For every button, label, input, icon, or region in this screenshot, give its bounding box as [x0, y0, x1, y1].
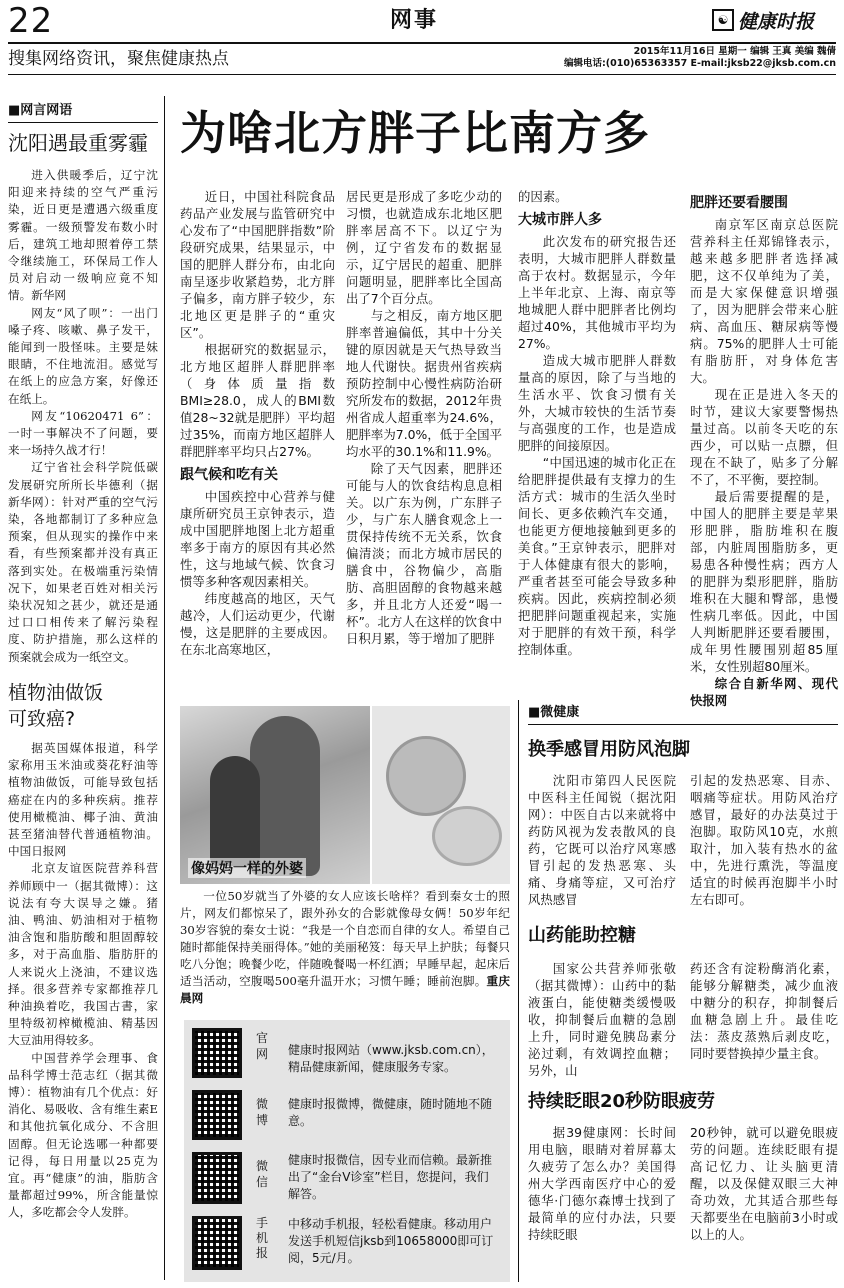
main-col1-para-1: 近日，中国社科院食品药品产业发展与监管研究中心发布了“中国肥胖指数”阶段研究成果，结果显示，中国的肥胖人群分布，由北向南呈逐步收紧趋势，北方胖子偏多，南方胖子较少，东北地区更是胖子的“重灾区”。: [180, 189, 335, 340]
wei-cold-left: 沈阳市第四人民医院中医科主任闻锐（据沈阳网）：中医自古以来就将中药防风视为发表散风的良药，它既可以治疗风寒感冒引起的发热恶寒、头痛、身痛等症，又可治疗风热感冒: [528, 773, 676, 907]
wei-cold-right: 引起的发热恶寒、目赤、咽痛等症状。用防风治疗感冒，最好的办法莫过于泡脚。取防风10克，水煎取汁，加入装有热水的盆中，先进行熏洗，等温度适宜的时候再泡脚半小时左右即可。: [690, 773, 838, 907]
qr-code-icon[interactable]: [192, 1152, 242, 1204]
photo-caption-text: 一位50岁就当了外婆的女人应该长啥样？看到秦女士的照片，网友们都惊呆了，跟外孙女的合影就像母女俩！50岁年纪30岁容貌的秦女士说：“我是一个自恋而自律的女人。希望自己随时都能保持美丽得体。”她的美丽秘笈：每天早上护肤；每餐只吃八分饱；晚餐少吃，伴随晚餐喝一杯红酒；早睡早起，起床后适当活动，空腹喝500毫升温开水；习惯午睡；睡前泡脚。: [180, 889, 510, 988]
wei-yam-right: 药还含有淀粉酶消化素，能够分解糖类，减少血液中糖分的积存，抑制餐后血糖急剧上升。最佳吃法：蒸皮蒸熟后剥皮吃，同时要替换掉少量主食。: [690, 961, 838, 1061]
main-col4-source: 综合自新华网、现代快报网: [690, 676, 838, 708]
main-col1-para-2: 根据研究的数据显示，北方地区超胖人群肥胖率（身体质量指数BMI≥28.0，成人的BMI数值28~32就是肥胖）平均超过35%，而南方地区超胖人群肥胖率平均只占27%。: [180, 342, 335, 459]
shenyang-para-2: 网友“风了呗”：一出门嗓子疼、咳嗽、鼻子发干，能闻到一股怪味。主要是妹眼睛，不住地流泪。感觉写在纸上的应急方案，好像还在纸上。: [8, 305, 158, 406]
shenyang-para-4: 辽宁省社会科学院低碳发展研究所所长毕德利（据新华网）：针对严重的空气污染，各地都制订了多种应急预案，但从现实的操作中来看，有些预案都并没有真正落到实处。在极端重污染情况下，如果老百姓对相关污染状况知之甚少，就还是通过口口相传来了解污染程度、防护措施，那么这样的预案就会成为一纸空文。: [8, 460, 158, 664]
promo-text-weixin: 健康时报微信，因专业而信赖。最新推出了“金台V诊室”栏目，您提问，我们解答。: [288, 1153, 493, 1201]
column-tag-wangyan: ■网言网语: [8, 102, 158, 123]
promo-label-website: 官网: [256, 1031, 269, 1061]
promo-label-weibo: 微博: [256, 1097, 269, 1127]
promo-text-website: 健康时报网站（www.jksb.com.cn），精品健康新闻，健康服务专家。: [288, 1043, 494, 1074]
oil-para-2: 北京友谊医院营养科营养师顾中一（据其微博）：这说法有夸大误导之嫌。猪油、鸭油、奶油相对于植物油含饱和脂肪酸和胆固醇较多，对于高血脂、脂肪肝的人来说火上浇油，不建议选择。很多营养专家都推荐几种油换着吃，我国古書，家里特级初榨橄榄油、精基因大豆油用得较多。: [8, 861, 158, 1048]
main-headline: 为啥北方胖子比南方多: [180, 106, 650, 160]
photo-figure-adult: [250, 716, 320, 876]
promo-item-mobile: [192, 1216, 502, 1278]
shenyang-para-3: 网友“10620471 6”：一时一事解决不了问题，要来一场持久战才行！: [8, 408, 158, 458]
photo-caption: [180, 888, 510, 1007]
photo-food: [372, 706, 510, 884]
main-col1-para-3: 中国疾控中心营养与健康所研究员王京钟表示，造成中国肥胖地图上北方超重率多于南方的原因有其必然性，这与地域气候、饮食习惯等多种客观因素相关。: [180, 489, 335, 589]
photo-caption-title: 像妈妈一样的外婆: [188, 858, 306, 878]
main-col4-para-1: 南京军区南京总医院营养科主任郑锦锋表示，越来越多肥胖者选择减肥，这不仅单纯为了美，而是大家保健意识增强了，因为肥胖会带来心脏病、高血压、糖尿病等慢病。75%的肥胖人士可能有脂肪肝，对身体危害大。: [690, 217, 838, 385]
wei-title-blink: 持续眨眼20秒防眼疲劳: [528, 1091, 716, 1112]
wei-title-cold: 换季感冒用防风泡脚: [528, 739, 690, 760]
wei-blink-left: 据39健康网：长时间用电脑，眼睛对着屏幕太久疲劳了怎么办？美国得州大学西南医疗中心的爱德华·门德尔森博士找到了最简单的应付办法，只要持续眨眼: [528, 1125, 676, 1242]
photo-bowl: [432, 806, 502, 866]
subhead-climate: 跟气候和吃有关: [180, 467, 278, 483]
header-date-editor: 2015年11月16日 星期一 编辑 王真 美编 魏倩: [633, 46, 836, 57]
header-slogan: 搜集网络资讯，聚焦健康热点: [8, 49, 229, 69]
main-col3-para-1: 的因素。: [518, 189, 568, 204]
main-col3-para-3: 造成大城市肥胖人群数量高的原因，除了与当地的生活水平、饮食习惯有关外，大城市较快的生活节奏与高强度的工作，也是造成肥胖的间接原因。: [518, 353, 676, 453]
page-number: 22: [8, 1, 54, 41]
main-col3-para-2: 此次发布的研究报告还表明，大城市肥胖人群数量高于农村。数据显示，今年上半年北京、上海、南京等地城肥人群中肥胖者比例均超过40%，其他城市平均为27%。: [518, 234, 676, 351]
main-col2-para-2: 与之相反，南方地区肥胖率普遍偏低，其中十分关键的原因就是天气热导致当地人代谢快。据贵州省疾病预防控制中心慢性病防治研究所发布的数据，2012年贵州省成人超重率为24.6%，肥胖率为7.0%，低于全国平均水平的30.1%和11.9%。: [346, 308, 502, 459]
wei-yam-left: 国家公共营养师张敬（据其微博）：山药中的黏液蛋白，能使糖类缓慢吸收，抑制餐后血糖的急剧上升，同时避免胰岛素分泌过剩，有效调控血糖；另外，山: [528, 961, 676, 1078]
main-col3-para-4: “中国迅速的城市化正在给肥胖提供最有支撑力的生活方式：城市的生活久坐时间长、更多依赖汽车交通，也能更方便地接触到更多的美食。”王京钟表示，肥胖对于人体健康有很大的影响，严重者甚至可能会导致多种疾病。因此，疾病控制必须把肥胖问题重视起来，实施对于肥胖的有效干预，科学控制体重。: [518, 455, 676, 657]
logo-seal-icon: ☯: [712, 9, 734, 31]
article-title-oil-1: 植物油做饭: [8, 681, 104, 704]
section-title: 网事: [390, 8, 439, 33]
article-title-oil-2: 可致癌?: [8, 707, 76, 730]
promo-item-weixin: [192, 1152, 502, 1210]
promo-item-website: [192, 1028, 502, 1086]
article-title-shenyang: 沈阳遇最重雾霾: [8, 131, 148, 155]
promo-text-weibo: 健康时报微博，微健康，随时随地不随意。: [288, 1097, 493, 1128]
subhead-waist: 肥胖还要看腰围: [690, 195, 788, 211]
subhead-big-city: 大城市胖人多: [518, 212, 602, 228]
photo-source: 重庆晨网: [180, 974, 510, 1005]
header-contact: 编辑电话:(010)65363357 E-mail:jksb22@jksb.com.cn: [563, 58, 836, 69]
main-col4-para-3: 最后需要提醒的是，中国人的肥胖主要是苹果形肥胖，脂肪堆积在腹部，内脏周围脂肪多，更易患各种慢性病；西方人的肥胖为梨形肥胖，脂肪堆积在大腿和臀部，患慢性病几率低。因此，中国人判断肥胖还要看腰围，成年男性腰围别超85厘米，女性别超80厘米。: [690, 489, 838, 674]
promo-label-weixin: 微信: [256, 1159, 269, 1189]
shenyang-para-1: 进入供暖季后，辽宁沈阳迎来持续的空气严重污染，近日更是遭遇六级重度雾霾。一级预警发布数小时后，建筑工地却照着停工禁令继续施工，环保局工作人员对启动一级响应竟不知情。新华网: [8, 168, 158, 303]
photo-figure-child: [210, 756, 260, 866]
qr-code-icon[interactable]: [192, 1216, 242, 1270]
promo-box: [184, 1020, 510, 1282]
oil-para-1: 据英国媒体报道，科学家称用玉米油或葵花籽油等植物油做饭，可能导致包括癌症在内的多种疾病。推荐使用橄榄油、椰子油、黄油甚至猪油替代普通植物油。中国日报网: [8, 740, 158, 859]
photo-plate: [386, 736, 466, 816]
photo-grandma: [180, 706, 370, 884]
main-col2-para-1: 居民更是形成了多吃少动的习惯，也就造成东北地区肥胖率居高不下。以辽宁为例，辽宁省发布的数据显示，辽宁居民的超重、肥胖问题明显，肥胖率比全国高出了7个百分点。: [346, 189, 502, 306]
promo-item-weibo: [192, 1090, 502, 1148]
logo-text: 健康时报: [738, 10, 815, 33]
main-col4-para-2: 现在正是进入冬天的时节，建议大家要警惕热量过高。以前冬天吃的东西少，可以贴一点膘，但现在不缺了，贴多了分解不了，不平衡，要控制。: [690, 387, 838, 487]
main-col1-para-4: 纬度越高的地区，天气越冷，人们运动更少，代谢慢，这是肥胖的主要成因。在东北高寒地区，: [180, 591, 335, 657]
qr-code-icon[interactable]: [192, 1028, 242, 1078]
oil-para-3: 中国营养学会理事、食品科学博士范志红（据其微博）：植物油有几个优点：好消化、易吸收、含有维生素E和其他抗氧化成分、不含胆固醇。但无论选哪一种都要记得，每日用量以25克为宜。再“健康”的油，脂肪含量都超过99%，所含能量惊人，多吃都会令人发胖。: [8, 1050, 158, 1220]
qr-code-icon[interactable]: [192, 1090, 242, 1140]
promo-label-mobile: 手机报: [256, 1216, 269, 1260]
promo-text-mobile: 中移动手机报，轻松看健康。移动用户发送手机短信jksb到10658000即可订阅，5元/月。: [288, 1217, 494, 1265]
main-col2-para-3: 除了天气因素，肥胖还可能与人的饮食结构息息相关。以广东为例，广东胖子少，与广东人膳食观念上一贯保持传统不无关系，饮食偏清淡；而北方城市居民的膳食中，谷物偏少，高脂肪、高胆固醇的食物越来越多，并且北方人还爱“喝一杯”。北方人在这样的饮食中日积月累，等于增加了肥胖: [346, 461, 502, 646]
masthead-logo: [712, 6, 838, 34]
wei-title-yam: 山药能助控糖: [528, 925, 636, 946]
column-tag-weijiankang: ■微健康: [528, 704, 838, 725]
wei-blink-right: 20秒钟，就可以避免眼疲劳的问题。连续眨眼有提高记忆力、让头脑更清醒，以及保健双眼三大神奇功效，尤其适合那些每天都要坐在电脑前3小时或以上的人。: [690, 1125, 838, 1242]
